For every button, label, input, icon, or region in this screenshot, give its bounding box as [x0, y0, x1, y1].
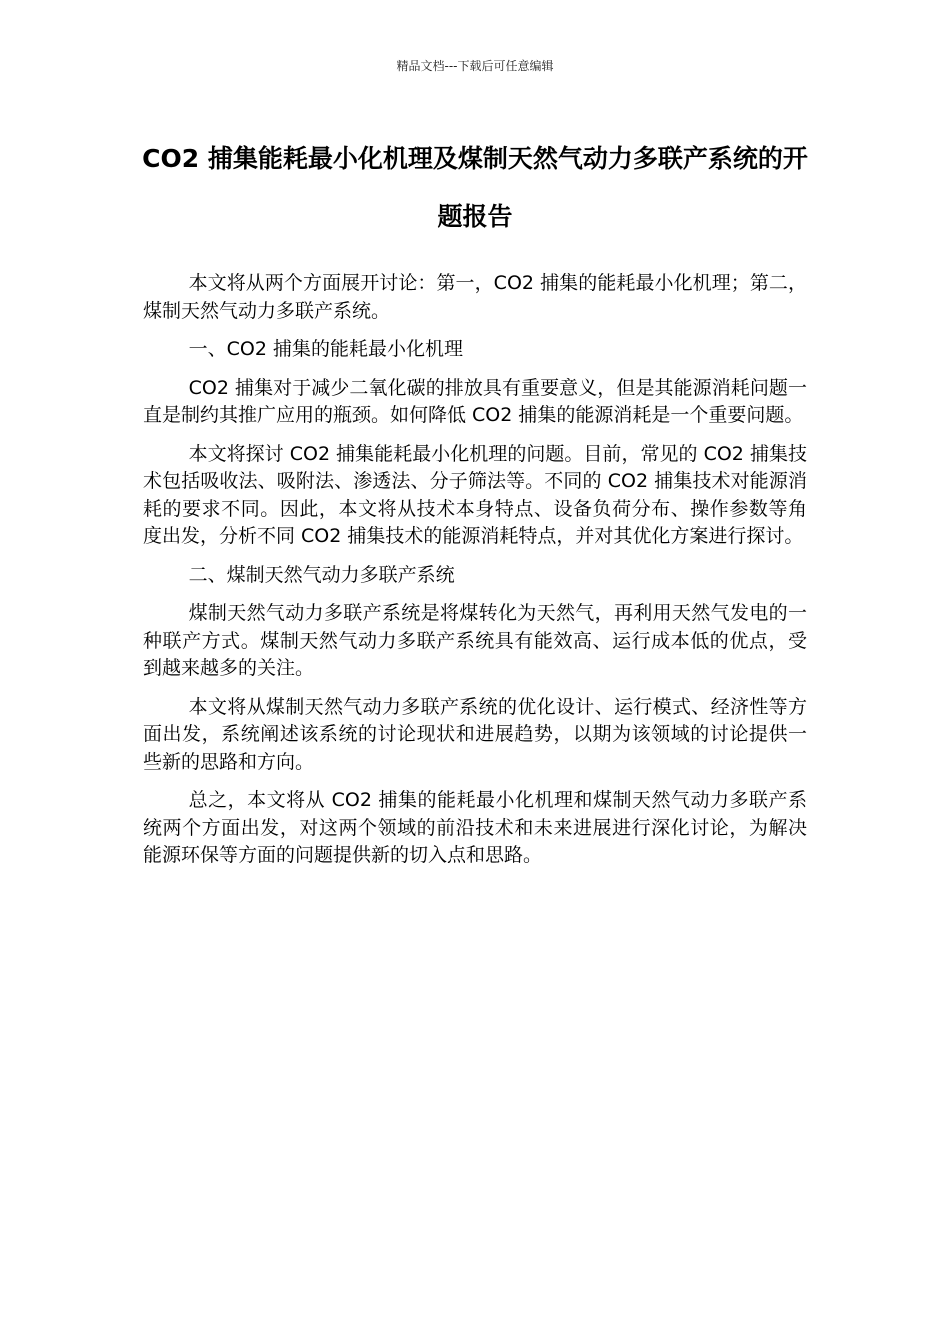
- section-heading-coal-gas: 二、煤制天然气动力多联产系统: [188, 563, 455, 586]
- body-paragraph: 煤制天然气动力多联产系统是将煤转化为天然气，再利用天然气发电的一种联产方式。煤制天然气动力多联产系统具有能效高、运行成本低的优点，受到越来越多的关注。: [143, 602, 807, 679]
- document-body: [143, 270, 807, 881]
- conclusion-paragraph: 总之，本文将从 CO2 捕集的能耗最小化机理和煤制天然气动力多联产系统两个方面出发，对这两个领域的前沿技术和未来进展进行深化讨论，为解决能源环保等方面的问题提供新的切入点和思路。: [143, 789, 807, 866]
- document-title: CO2 捕集能耗最小化机理及煤制天然气动力多联产系统的开题报告: [142, 144, 808, 231]
- body-paragraph: CO2 捕集对于减少二氧化碳的排放具有重要意义，但是其能源消耗问题一直是制约其推广应用的瓶颈。如何降低 CO2 捕集的能源消耗是一个重要问题。: [143, 376, 807, 426]
- header-note: 精品文档---下载后可任意编辑: [396, 59, 554, 73]
- body-paragraph: 本文将探讨 CO2 捕集能耗最小化机理的问题。目前，常见的 CO2 捕集技术包括吸收法、吸附法、渗透法、分子筛法等。不同的 CO2 捕集技术对能源消耗的要求不同。因此，本文将从技术本身特点、设备负荷分布、操作参数等角度出发，分析不同 CO2 捕集技术的能源消耗特点，并对其优化方案进行探讨。: [143, 442, 807, 547]
- intro-paragraph: 本文将从两个方面展开讨论：第一，CO2 捕集的能耗最小化机理；第二，煤制天然气动力多联产系统。: [143, 272, 807, 322]
- body-paragraph: 本文将从煤制天然气动力多联产系统的优化设计、运行模式、经济性等方面出发，系统阐述该系统的讨论现状和进展趋势，以期为该领域的讨论提供一些新的思路和方向。: [143, 695, 807, 773]
- section-heading-co2: 一、CO2 捕集的能耗最小化机理: [188, 338, 463, 360]
